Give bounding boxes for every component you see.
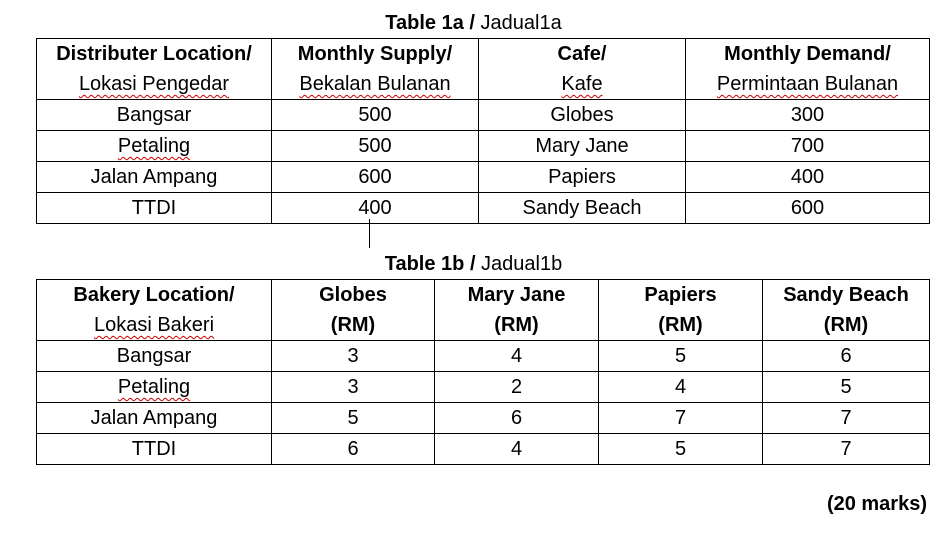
table-cell: 500 bbox=[272, 131, 479, 162]
table-cell: 4 bbox=[435, 341, 599, 372]
table-cell: 700 bbox=[686, 131, 930, 162]
table-row bbox=[37, 100, 930, 131]
header-globes bbox=[272, 280, 435, 341]
header-line2: (RM) bbox=[823, 314, 869, 336]
table-cell: Papiers bbox=[479, 162, 686, 193]
table-cell: 500 bbox=[272, 100, 479, 131]
table-cell: 4 bbox=[435, 434, 599, 465]
header-line1: Cafe/ bbox=[557, 43, 607, 65]
table-cell: 3 bbox=[272, 341, 435, 372]
table-cell: 6 bbox=[435, 403, 599, 434]
table-cell: 4 bbox=[599, 372, 763, 403]
table-cell: 5 bbox=[599, 341, 763, 372]
table-cell: 5 bbox=[763, 372, 930, 403]
header-bakery-location bbox=[37, 280, 272, 341]
header-line1: Sandy Beach bbox=[783, 284, 909, 306]
caption-rest: Jadual1a bbox=[474, 12, 562, 34]
table-row bbox=[37, 162, 930, 193]
table-cell: 600 bbox=[686, 193, 930, 224]
table-cell bbox=[37, 131, 272, 162]
divider-line bbox=[369, 219, 370, 248]
table-cell: Bangsar bbox=[37, 100, 272, 131]
header-line2: (RM) bbox=[330, 314, 376, 336]
marks-label: (20 marks) bbox=[826, 493, 927, 515]
header-cafe bbox=[479, 39, 686, 100]
header-mary-jane bbox=[435, 280, 599, 341]
table-cell: TTDI bbox=[37, 193, 272, 224]
table-cell: 300 bbox=[686, 100, 930, 131]
header-line1: Globes bbox=[319, 284, 387, 306]
table-row bbox=[37, 131, 930, 162]
table-row bbox=[37, 434, 930, 465]
table-1b bbox=[36, 279, 930, 465]
caption-bold: Table 1a / bbox=[385, 12, 475, 34]
cell-text: Petaling bbox=[117, 135, 191, 157]
table-cell: 5 bbox=[599, 434, 763, 465]
header-sandy-beach bbox=[763, 280, 930, 341]
table-cell: 400 bbox=[272, 193, 479, 224]
cell-text: Petaling bbox=[117, 376, 191, 398]
table-cell: 3 bbox=[272, 372, 435, 403]
header-line2: Kafe bbox=[561, 73, 603, 95]
header-line1: Distributer Location/ bbox=[56, 43, 252, 65]
header-line2: (RM) bbox=[494, 314, 539, 336]
header-line1: Monthly Supply/ bbox=[297, 43, 453, 65]
header-line2: (RM) bbox=[658, 314, 703, 336]
table-cell: 7 bbox=[599, 403, 763, 434]
table-cell: 5 bbox=[272, 403, 435, 434]
table-row bbox=[37, 341, 930, 372]
table-cell: 6 bbox=[272, 434, 435, 465]
header-monthly-demand bbox=[686, 39, 930, 100]
table-cell: 2 bbox=[435, 372, 599, 403]
header-line1: Mary Jane bbox=[467, 284, 566, 306]
header-line2: Lokasi Pengedar bbox=[78, 73, 230, 95]
table-cell: Jalan Ampang bbox=[37, 403, 272, 434]
table-1b-caption bbox=[0, 252, 947, 276]
table-cell: Bangsar bbox=[37, 341, 272, 372]
header-line2: Lokasi Bakeri bbox=[93, 314, 215, 336]
header-line1: Bakery Location/ bbox=[73, 284, 235, 306]
table-row bbox=[37, 372, 930, 403]
table-cell: 7 bbox=[763, 403, 930, 434]
header-line2: Permintaan Bulanan bbox=[716, 73, 899, 95]
header-monthly-supply bbox=[272, 39, 479, 100]
table-cell: 7 bbox=[763, 434, 930, 465]
table-cell bbox=[37, 372, 272, 403]
table-cell: 6 bbox=[763, 341, 930, 372]
table-cell: Jalan Ampang bbox=[37, 162, 272, 193]
table-cell: Mary Jane bbox=[479, 131, 686, 162]
table-cell: 400 bbox=[686, 162, 930, 193]
table-1a bbox=[36, 38, 930, 224]
table-cell: TTDI bbox=[37, 434, 272, 465]
table-header-row bbox=[37, 280, 930, 341]
table-cell: Sandy Beach bbox=[479, 193, 686, 224]
caption-bold: Table 1b / bbox=[384, 253, 476, 275]
header-papiers bbox=[599, 280, 763, 341]
caption-rest: Jadual1b bbox=[475, 253, 563, 275]
header-line1: Papiers bbox=[644, 284, 717, 306]
header-distributer-location bbox=[37, 39, 272, 100]
header-line2: Bekalan Bulanan bbox=[299, 73, 451, 95]
table-header-row bbox=[37, 39, 930, 100]
table-cell: 600 bbox=[272, 162, 479, 193]
table-row bbox=[37, 193, 930, 224]
table-cell: Globes bbox=[479, 100, 686, 131]
table-row bbox=[37, 403, 930, 434]
table-1a-caption bbox=[0, 11, 947, 35]
header-line1: Monthly Demand/ bbox=[724, 43, 891, 65]
